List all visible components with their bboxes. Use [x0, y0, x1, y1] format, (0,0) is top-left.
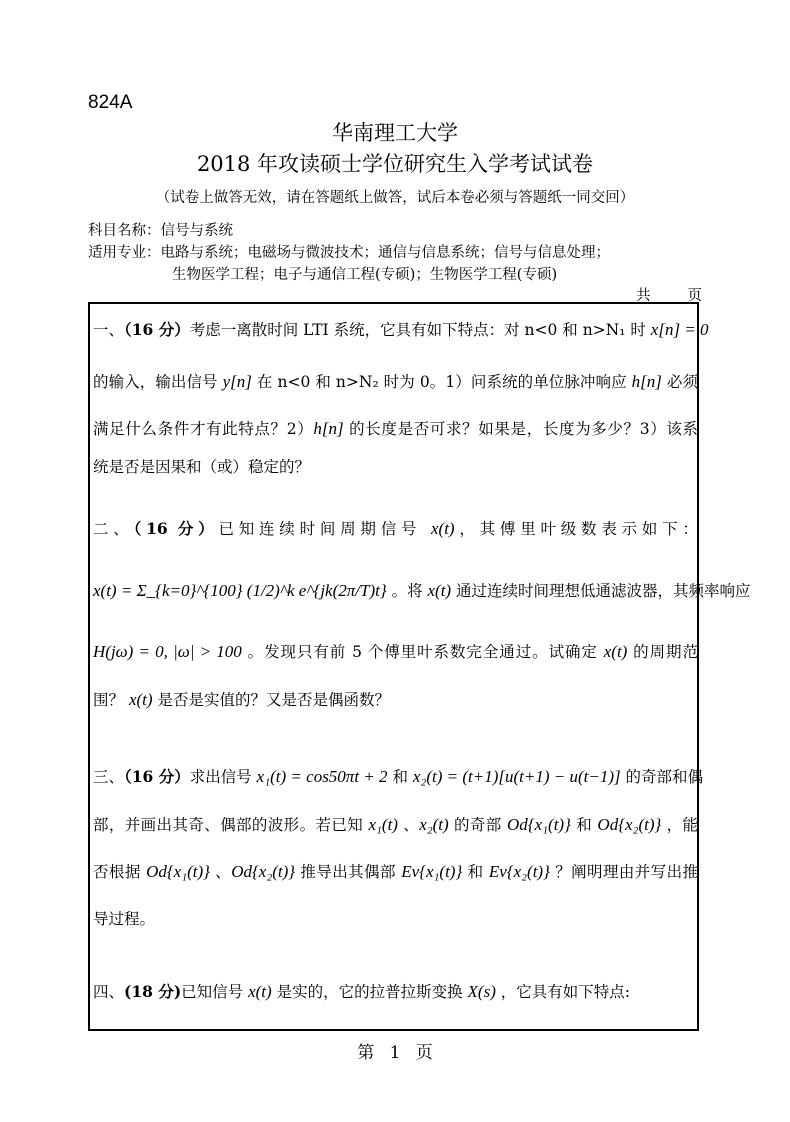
question-text: 的奇部	[448, 816, 508, 834]
question-line	[93, 417, 698, 439]
question-text: 已知信号	[181, 983, 249, 1001]
question-text: 围？	[93, 691, 129, 709]
subject-name: 科目名称：信号与系统	[88, 223, 233, 239]
question-text: 通过连续时间理想低通滤波器，其频率响应	[451, 582, 751, 600]
exam-title: 2018 年攻读硕士学位研究生入学考试试卷	[196, 152, 594, 176]
question-text: 的奇部和偶	[620, 768, 704, 786]
question-text: 二、	[93, 520, 134, 538]
math-expression: x(t)	[603, 642, 628, 661]
question-line	[93, 640, 698, 662]
math-expression: x(t)	[430, 519, 455, 538]
question-line	[93, 455, 698, 477]
question-line	[93, 907, 698, 929]
math-expression: Od{x₁(t)}	[146, 862, 210, 881]
question-text: ，能	[661, 816, 699, 834]
total-pages-unit: 页	[687, 288, 702, 304]
majors-line-1: 适用专业：电路与系统；电磁场与微波技术；通信与信息系统；信号与信息处理；	[88, 245, 610, 261]
math-expression: Ev{x₂(t)}	[488, 862, 550, 881]
math-expression: h[n]	[313, 419, 344, 438]
math-expression: Od{x₂(t)}	[231, 862, 296, 881]
question-line	[93, 688, 698, 710]
question-text: 统是否是因果和（或）稳定的？	[93, 458, 311, 476]
question-text: 。将	[386, 582, 428, 600]
question-text: 在 n<0 和 n>N₂ 时为 0。1）问系统的单位脉冲响应	[251, 373, 632, 391]
majors-line-2: 生物医学工程；电子与通信工程(专硕)；生物医学工程(专硕)	[172, 267, 558, 283]
math-expression: x₂(t) = (t+1)[u(t+1) − u(t−1)]	[412, 767, 621, 786]
exam-code: 824A	[88, 92, 133, 113]
math-expression: Od{x₂(t)}	[597, 815, 662, 834]
question-text: 必须	[661, 373, 698, 391]
question-text: ，其傅里叶级数表示如下：	[454, 520, 698, 538]
question-line	[93, 980, 698, 1002]
question-text: 考虑一离散时间 LTI 系统，它具有如下特点：对 n<0 和 n>N₁ 时	[189, 321, 651, 339]
question-text: 四、	[93, 983, 125, 1001]
question-text: 是实的，它的拉普拉斯变换	[271, 983, 468, 1001]
question-text: 求出信号	[189, 768, 257, 786]
question-line	[93, 860, 698, 882]
question-text: 和	[462, 863, 489, 881]
question-text: 的周期范	[627, 643, 698, 661]
question-text: 推导出其偶部	[295, 863, 402, 881]
math-expression: x(t)	[128, 690, 153, 709]
question-text: 三、	[93, 768, 125, 786]
question-text: 已知连续时间周期信号	[218, 520, 431, 538]
university-name: 华南理工大学	[332, 121, 458, 145]
question-text: 一、	[93, 321, 125, 339]
question-text: 、	[397, 816, 420, 834]
question-text: 的输入，输出信号	[93, 373, 223, 391]
question-line	[93, 765, 704, 787]
math-expression: y[n]	[222, 372, 252, 391]
question-line	[93, 517, 698, 539]
question-line	[93, 813, 698, 835]
question-text: 满足什么条件才有此特点？2）	[93, 420, 314, 438]
question-text: 、	[209, 863, 232, 881]
page-number: 第 1 页	[357, 1043, 433, 1063]
question-text: 是否是实值的？又是否是偶函数？	[152, 691, 390, 709]
math-expression: X(s)	[467, 982, 496, 1001]
question-line	[93, 370, 698, 392]
question-text: 和	[387, 768, 413, 786]
question-text: 部，并画出其奇、偶部的波形。若已知	[93, 816, 369, 834]
math-expression: x[n] = 0	[650, 320, 709, 339]
math-expression: h[n]	[631, 372, 662, 391]
question-text: 。发现只有前 5 个傅里叶系数完全通过。试确定	[241, 643, 604, 661]
question-line	[93, 579, 751, 601]
math-expression: Ev{x₁(t)}	[401, 862, 463, 881]
score-label: （16 分）	[124, 767, 190, 786]
question-text: ，它具有如下特点:	[495, 983, 631, 1001]
exam-note: （试卷上做答无效，请在答题纸上做答，试后本卷必须与答题纸一同交回）	[155, 190, 635, 206]
math-expression: H(jω) = 0, |ω| > 100	[93, 642, 242, 661]
question-text: ？阐明理由并写出推	[549, 863, 698, 881]
question-text: 导过程。	[93, 910, 156, 928]
question-text: 否根据	[93, 863, 147, 881]
question-line	[93, 318, 709, 340]
question-text: 和	[570, 816, 598, 834]
question-text: 的长度是否可求？如果是，长度为多少？3）该系	[343, 420, 698, 438]
math-expression: x(t)	[427, 581, 452, 600]
total-pages-label: 共	[636, 288, 651, 304]
score-label: （16 分）	[124, 320, 190, 339]
math-expression: x(t)	[248, 982, 272, 1001]
math-expression: x₁(t)	[368, 815, 398, 834]
math-expression: x(t) = Σ_{k=0}^{100} (1/2)^k e^{jk(2π/T)t}	[93, 581, 387, 600]
math-expression: x₁(t) = cos50πt + 2	[256, 767, 388, 786]
score-label: （16 分）	[133, 519, 219, 538]
math-expression: x₂(t)	[419, 815, 449, 834]
math-expression: Od{x₁(t)}	[507, 815, 571, 834]
score-label: (18 分)	[124, 982, 182, 1001]
questions-box	[88, 302, 751, 1031]
